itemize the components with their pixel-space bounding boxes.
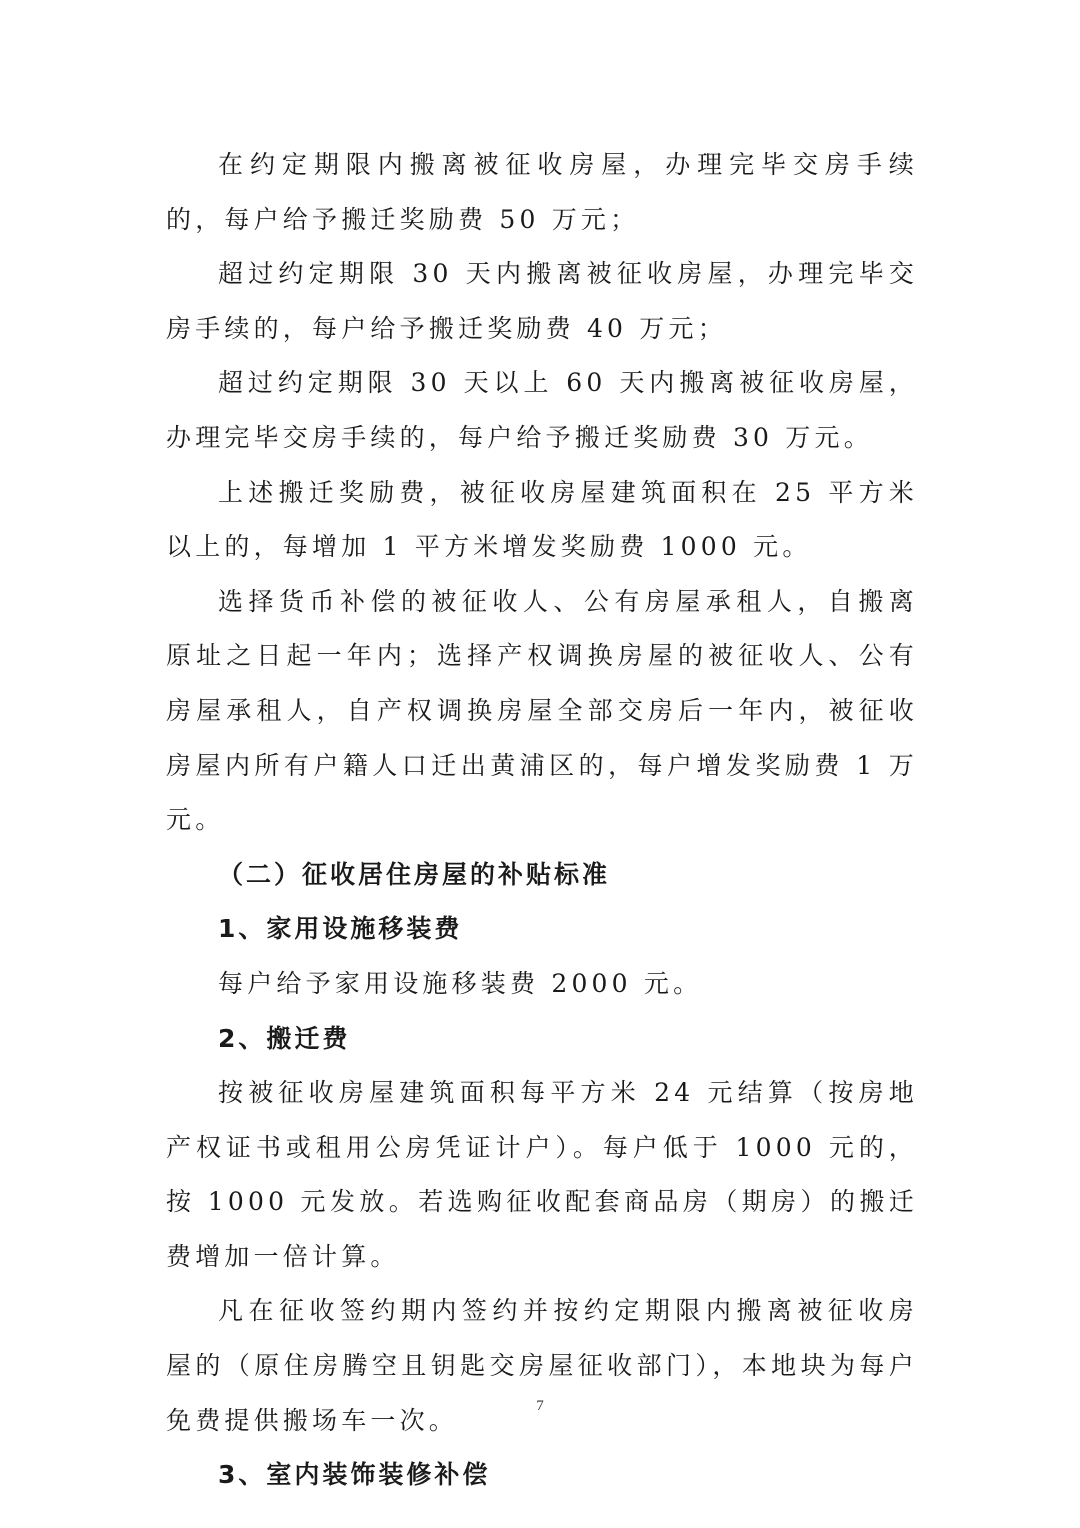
subheading-moving-fee: 2、搬迁费 xyxy=(218,1023,351,1053)
paragraph-moving-reward-30-days: 超过约定期限 30 天内搬离被征收房屋，办理完毕交房手续的，每户给予搬迁奖励费 40 万元； xyxy=(166,259,918,343)
section-heading-subsidy-standard: （二）征收居住房屋的补贴标准 xyxy=(218,859,611,889)
subheading-appliance-relocation: 1、家用设施移装费 xyxy=(218,914,463,944)
body-text xyxy=(166,138,918,1503)
paragraph-reward-per-square-meter: 上述搬迁奖励费，被征收房屋建筑面积在 25 平方米以上的，每增加 1 平方米增发奖励费 1000 元。 xyxy=(166,477,918,562)
subheading-decoration-compensation: 3、室内装饰装修补偿 xyxy=(218,1460,491,1490)
paragraph-household-registration-reward: 选择货币补偿的被征收人、公有房屋承租人，自搬离原址之日起一年内；选择产权调换房屋的被征收人、公有房屋承租人，自产权调换房屋全部交房后一年内，被征收房屋内所有户籍人口迁出黄浦区的，每户增发奖励费 1 万元。 xyxy=(166,586,918,835)
paragraph-moving-reward-on-time: 在约定期限内搬离被征收房屋，办理完毕交房手续的，每户给予搬迁奖励费 50 万元； xyxy=(166,150,918,234)
paragraph-moving-fee-calculation: 按被征收房屋建筑面积每平方米 24 元结算（按房地产权证书或租用公房凭证计户）。每户低于 1000 元的，按 1000 元发放。若选购征收配套商品房（期房）的搬迁费增加一倍计算。 xyxy=(166,1078,918,1271)
paragraph-appliance-relocation-fee: 每户给予家用设施移装费 2000 元。 xyxy=(218,968,703,998)
paragraph-moving-reward-60-days: 超过约定期限 30 天以上 60 天内搬离被征收房屋，办理完毕交房手续的，每户给予搬迁奖励费 30 万元。 xyxy=(166,368,918,452)
paragraph-free-moving-truck: 凡在征收签约期内签约并按约定期限内搬离被征收房屋的（原住房腾空且钥匙交房屋征收部门），本地块为每户免费提供搬场车一次。 xyxy=(166,1296,918,1435)
page-number: 7 xyxy=(536,1398,544,1414)
